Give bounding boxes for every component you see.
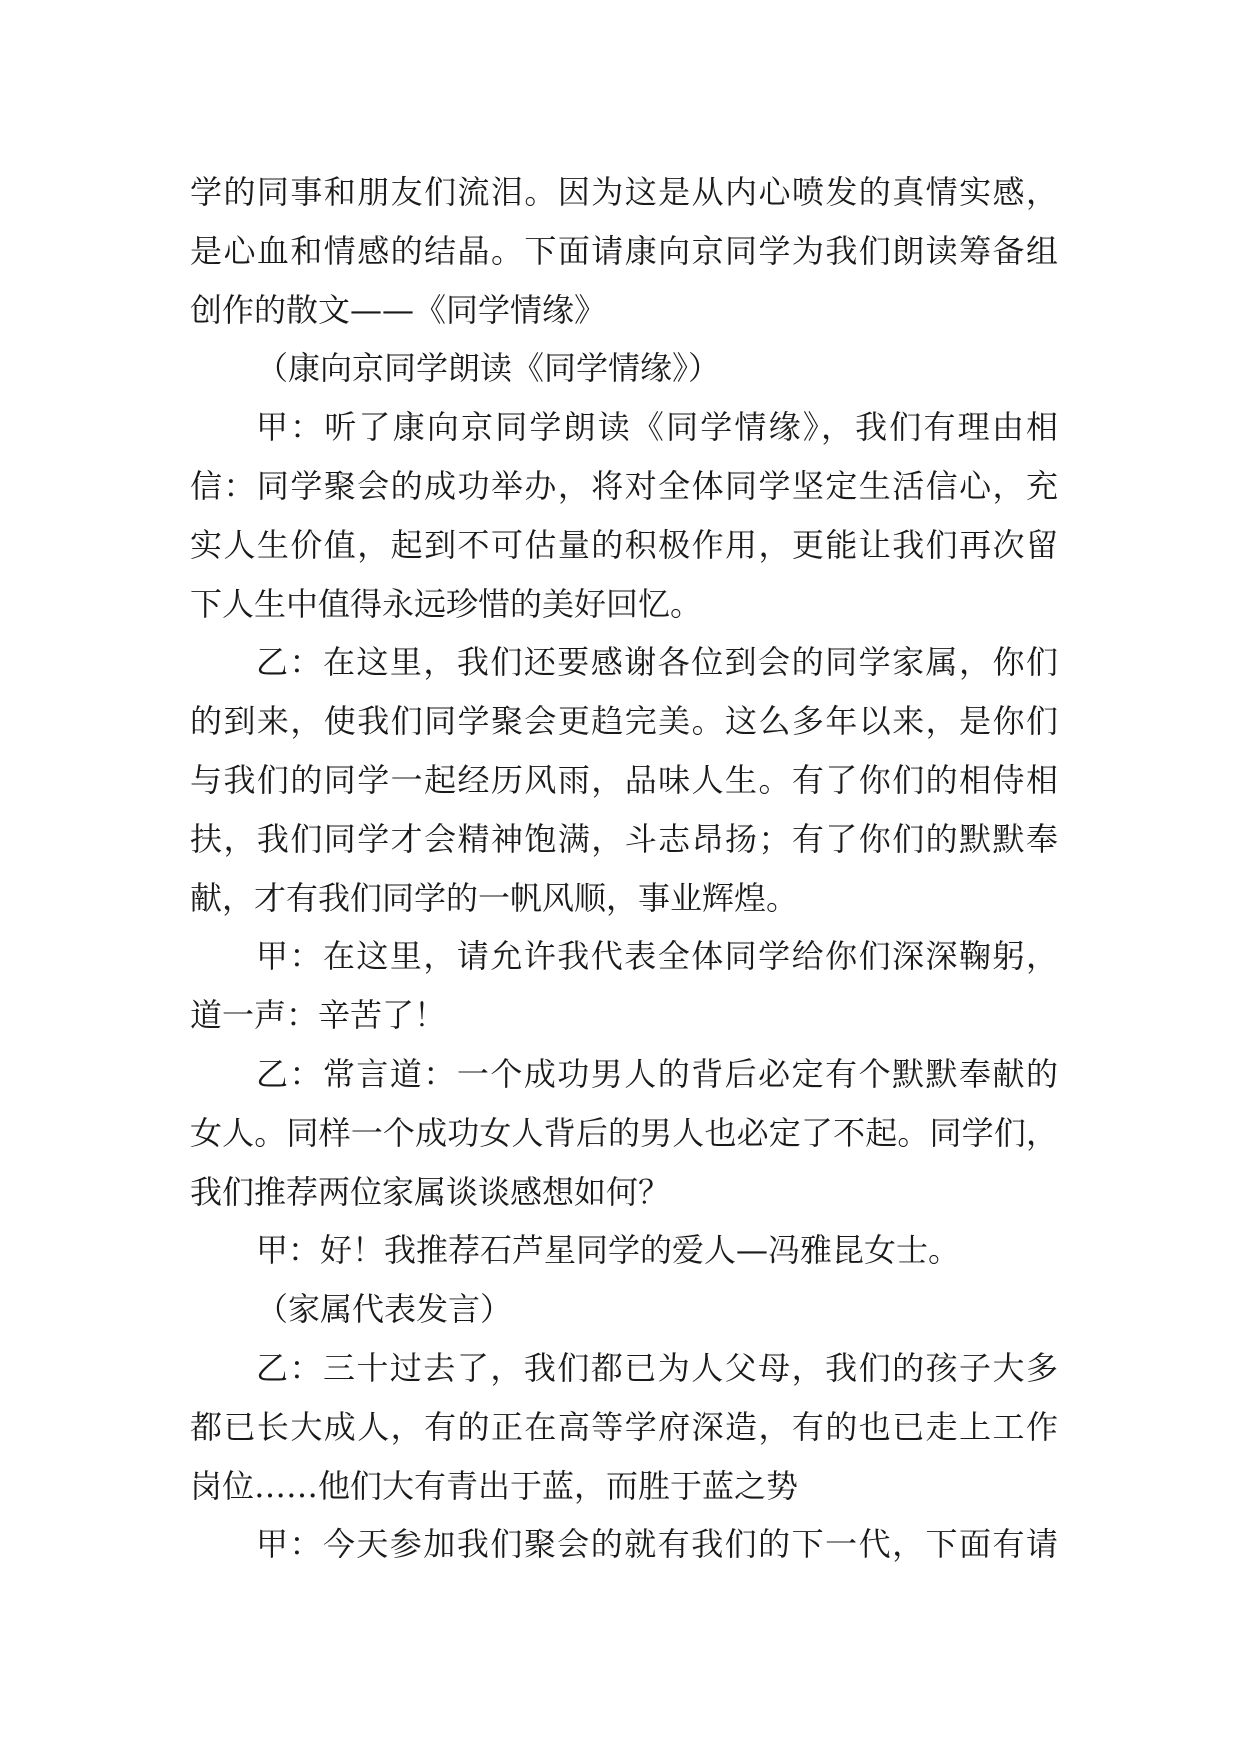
text-line: 甲：在这里，请允许我代表全体同学给你们深深鞠躬， (256, 937, 1058, 976)
paragraph (190, 163, 1058, 339)
text-line: 与我们的同学一起经历风雨，品味人生。有了你们的相侍相 (190, 760, 1058, 799)
text-line: 乙：三十过去了，我们都已为人父母，我们的孩子大多 (256, 1348, 1058, 1387)
paragraph (190, 398, 1058, 633)
text-line: 都已长大成人，有的正在高等学府深造，有的也已走上工作 (190, 1407, 1058, 1446)
text-line: 女人。同样一个成功女人背后的男人也必定了不起。同学们， (190, 1113, 1058, 1152)
text-line: 道一声：辛苦了！ (190, 996, 447, 1035)
text-line: 的到来，使我们同学聚会更趋完美。这么多年以来，是你们 (190, 702, 1058, 741)
text-line: 学的同事和朋友们流泪。因为这是从内心喷发的真情实感， (190, 173, 1058, 211)
text-line: 是心血和情感的结晶。下面请康向京同学为我们朗读筹备组 (190, 231, 1058, 270)
text-line: 甲：好！我推荐石芦星同学的爱人—冯雅昆女士。 (256, 1231, 961, 1270)
paragraph (190, 1339, 1058, 1515)
text-line: 我们推荐两位家属谈谈感想如何？ (190, 1172, 671, 1211)
text-line: 岗位……他们大有青出于蓝，而胜于蓝之势 (190, 1466, 799, 1505)
paragraph (190, 339, 1058, 398)
text-line: 创作的散文——《同学情缘》 (190, 290, 607, 329)
document-body (190, 163, 1058, 1574)
text-line: 甲：听了康向京同学朗读《同学情缘》，我们有理由相 (256, 408, 1058, 447)
paragraph (190, 1045, 1058, 1221)
paragraph (190, 927, 1058, 1045)
text-line: 乙：常言道：一个成功男人的背后必定有个默默奉献的 (256, 1054, 1058, 1093)
text-line: 甲：今天参加我们聚会的就有我们的下一代，下面有请 (256, 1525, 1058, 1564)
text-line: 实人生价值，起到不可估量的积极作用，更能让我们再次留 (190, 525, 1058, 564)
paragraph (190, 1515, 1058, 1574)
paragraph (190, 633, 1058, 927)
paragraph (190, 1280, 1058, 1339)
text-line: 献，才有我们同学的一帆风顺，事业辉煌。 (190, 878, 799, 917)
paragraph (190, 1221, 1058, 1280)
text-line: 乙：在这里，我们还要感谢各位到会的同学家属，你们 (256, 643, 1058, 682)
text-line: 下人生中值得永远珍惜的美好回忆。 (190, 584, 703, 623)
text-line: 扶，我们同学才会精神饱满，斗志昂扬；有了你们的默默奉 (190, 819, 1058, 858)
text-line: （家属代表发言） (256, 1290, 513, 1329)
text-line: （康向京同学朗读《同学情缘》） (256, 349, 721, 388)
text-line: 信：同学聚会的成功举办，将对全体同学坚定生活信心，充 (190, 466, 1058, 505)
